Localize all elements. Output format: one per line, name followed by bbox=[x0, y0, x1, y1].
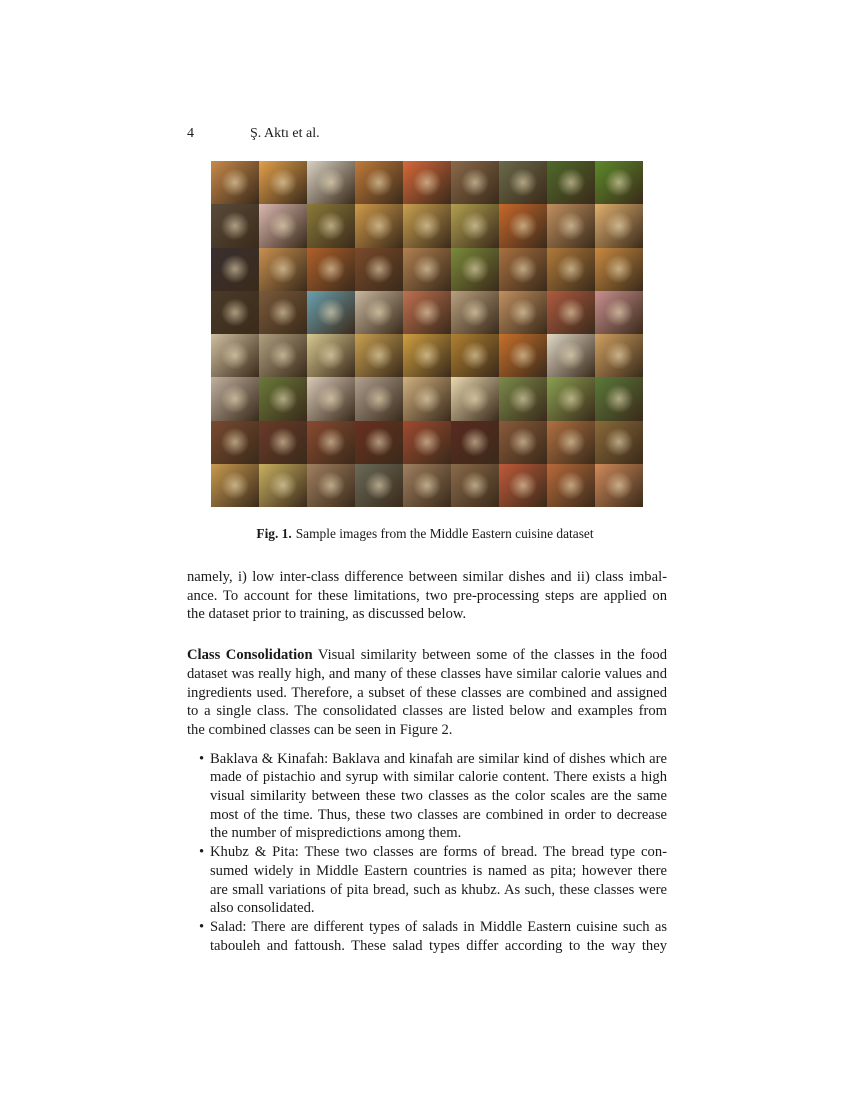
food-image-thumbnail bbox=[259, 334, 307, 377]
food-image-thumbnail bbox=[547, 161, 595, 204]
food-image-thumbnail bbox=[355, 464, 403, 507]
text-line: ingredients used. Therefore, a subset of these classes are combined and assigned bbox=[187, 684, 667, 701]
food-image-thumbnail bbox=[211, 161, 259, 204]
food-image-thumbnail bbox=[259, 377, 307, 420]
food-image-thumbnail bbox=[595, 291, 643, 334]
food-image-thumbnail bbox=[355, 377, 403, 420]
food-image-thumbnail bbox=[355, 334, 403, 377]
text-line: visual similarity between these two classes as the color scales are the same bbox=[210, 788, 667, 805]
consolidated-classes-list bbox=[187, 750, 667, 956]
food-image-thumbnail bbox=[259, 421, 307, 464]
food-image-thumbnail bbox=[355, 248, 403, 291]
food-image-thumbnail bbox=[499, 204, 547, 247]
food-image-thumbnail bbox=[547, 334, 595, 377]
food-image-thumbnail bbox=[211, 377, 259, 420]
food-image-thumbnail bbox=[547, 421, 595, 464]
list-item-salad bbox=[187, 918, 667, 955]
food-image-thumbnail bbox=[259, 161, 307, 204]
food-image-thumbnail bbox=[211, 248, 259, 291]
food-image-thumbnail bbox=[547, 248, 595, 291]
food-image-thumbnail bbox=[451, 421, 499, 464]
food-image-thumbnail bbox=[595, 161, 643, 204]
food-image-thumbnail bbox=[595, 204, 643, 247]
food-image-thumbnail bbox=[259, 204, 307, 247]
food-image-thumbnail bbox=[403, 464, 451, 507]
food-image-thumbnail bbox=[403, 421, 451, 464]
food-image-thumbnail bbox=[403, 204, 451, 247]
food-image-thumbnail bbox=[307, 421, 355, 464]
food-image-thumbnail bbox=[451, 204, 499, 247]
page-number: 4 bbox=[187, 126, 194, 141]
food-image-thumbnail bbox=[451, 334, 499, 377]
food-image-thumbnail bbox=[211, 464, 259, 507]
food-image-thumbnail bbox=[259, 248, 307, 291]
food-image-thumbnail bbox=[403, 291, 451, 334]
text-line: Khubz & Pita: These two classes are forms of bread. The bread type con- bbox=[210, 844, 667, 861]
food-image-thumbnail bbox=[595, 377, 643, 420]
list-item-khubz-pita bbox=[187, 843, 667, 918]
food-image-thumbnail bbox=[451, 248, 499, 291]
text-line: the dataset prior to training, as discussed below. bbox=[187, 606, 467, 623]
food-image-thumbnail bbox=[547, 204, 595, 247]
food-image-thumbnail bbox=[211, 204, 259, 247]
food-image-thumbnail bbox=[499, 421, 547, 464]
food-image-thumbnail bbox=[259, 291, 307, 334]
food-image-thumbnail bbox=[499, 248, 547, 291]
food-image-thumbnail bbox=[307, 377, 355, 420]
food-image-thumbnail bbox=[451, 377, 499, 420]
body-text bbox=[187, 568, 667, 955]
figure-caption bbox=[0, 526, 850, 542]
paragraph-class-consolidation bbox=[187, 646, 667, 740]
food-image-thumbnail bbox=[307, 291, 355, 334]
text-line: dataset was really high, and many of these classes have similar calorie values and bbox=[187, 665, 667, 682]
food-image-thumbnail bbox=[451, 464, 499, 507]
food-image-thumbnail bbox=[595, 248, 643, 291]
bullet-icon: • bbox=[199, 918, 205, 935]
text-line: the number of mispredictions among them. bbox=[210, 825, 462, 842]
food-image-thumbnail bbox=[451, 161, 499, 204]
text-line: Visual similarity between some of the classes in the food bbox=[317, 647, 667, 664]
list-item-baklava-kinafah bbox=[187, 750, 667, 844]
page-header bbox=[187, 126, 487, 144]
food-image-thumbnail bbox=[355, 161, 403, 204]
food-image-thumbnail bbox=[355, 291, 403, 334]
text-line: ance. To account for these limitations, two pre-processing steps are applied on bbox=[187, 587, 667, 604]
food-image-thumbnail bbox=[403, 377, 451, 420]
food-image-thumbnail bbox=[355, 421, 403, 464]
bullet-icon: • bbox=[199, 844, 205, 861]
figure-caption-text: Sample images from the Middle Eastern cuisine dataset bbox=[295, 526, 594, 541]
food-image-thumbnail bbox=[307, 204, 355, 247]
food-image-thumbnail bbox=[547, 377, 595, 420]
food-image-thumbnail bbox=[259, 464, 307, 507]
text-line: Salad: There are different types of salads in Middle Eastern cuisine such as bbox=[210, 918, 667, 935]
text-line: tabouleh and fattoush. These salad types differ according to the way they bbox=[210, 937, 667, 954]
text-line: the combined classes can be seen in Figure 2. bbox=[187, 721, 453, 738]
paragraph-limitations bbox=[187, 568, 667, 624]
text-line: namely, i) low inter-class difference between similar dishes and ii) class imbal- bbox=[187, 569, 667, 585]
text-line: also consolidated. bbox=[210, 900, 315, 917]
food-image-thumbnail bbox=[211, 421, 259, 464]
food-image-thumbnail bbox=[595, 334, 643, 377]
bullet-icon: • bbox=[199, 750, 205, 767]
figure-label: Fig. 1. bbox=[256, 526, 292, 541]
food-image-thumbnail bbox=[355, 204, 403, 247]
food-image-thumbnail bbox=[547, 464, 595, 507]
food-image-thumbnail bbox=[307, 334, 355, 377]
food-image-thumbnail bbox=[499, 377, 547, 420]
food-image-thumbnail bbox=[595, 421, 643, 464]
text-line: to a single class. The consolidated classes are listed below and examples from bbox=[187, 703, 667, 720]
food-image-thumbnail bbox=[595, 464, 643, 507]
text-line: most of the time. Thus, these two classes are combined in order to decrease bbox=[210, 806, 667, 823]
text-line: are small variations of pita bread, such as khubz. As such, these classes were bbox=[210, 881, 667, 898]
food-image-thumbnail bbox=[307, 248, 355, 291]
food-image-thumbnail bbox=[499, 291, 547, 334]
food-image-thumbnail bbox=[499, 334, 547, 377]
section-heading: Class Consolidation bbox=[187, 647, 313, 664]
food-image-thumbnail bbox=[499, 464, 547, 507]
text-line: sumed widely in Middle Eastern countries is named as pita; however there bbox=[210, 862, 667, 879]
food-image-thumbnail bbox=[211, 334, 259, 377]
food-image-thumbnail bbox=[499, 161, 547, 204]
food-image-thumbnail bbox=[403, 334, 451, 377]
food-image-grid bbox=[211, 161, 643, 507]
running-title: Ş. Aktı et al. bbox=[250, 126, 320, 141]
text-line: made of pistachio and syrup with similar calorie content. There exists a high bbox=[210, 769, 667, 786]
food-image-thumbnail bbox=[403, 248, 451, 291]
food-image-thumbnail bbox=[307, 161, 355, 204]
food-image-thumbnail bbox=[547, 291, 595, 334]
food-image-thumbnail bbox=[451, 291, 499, 334]
text-line: Baklava & Kinafah: Baklava and kinafah are similar kind of dishes which are bbox=[210, 750, 667, 767]
food-image-thumbnail bbox=[403, 161, 451, 204]
food-image-thumbnail bbox=[307, 464, 355, 507]
food-image-thumbnail bbox=[211, 291, 259, 334]
